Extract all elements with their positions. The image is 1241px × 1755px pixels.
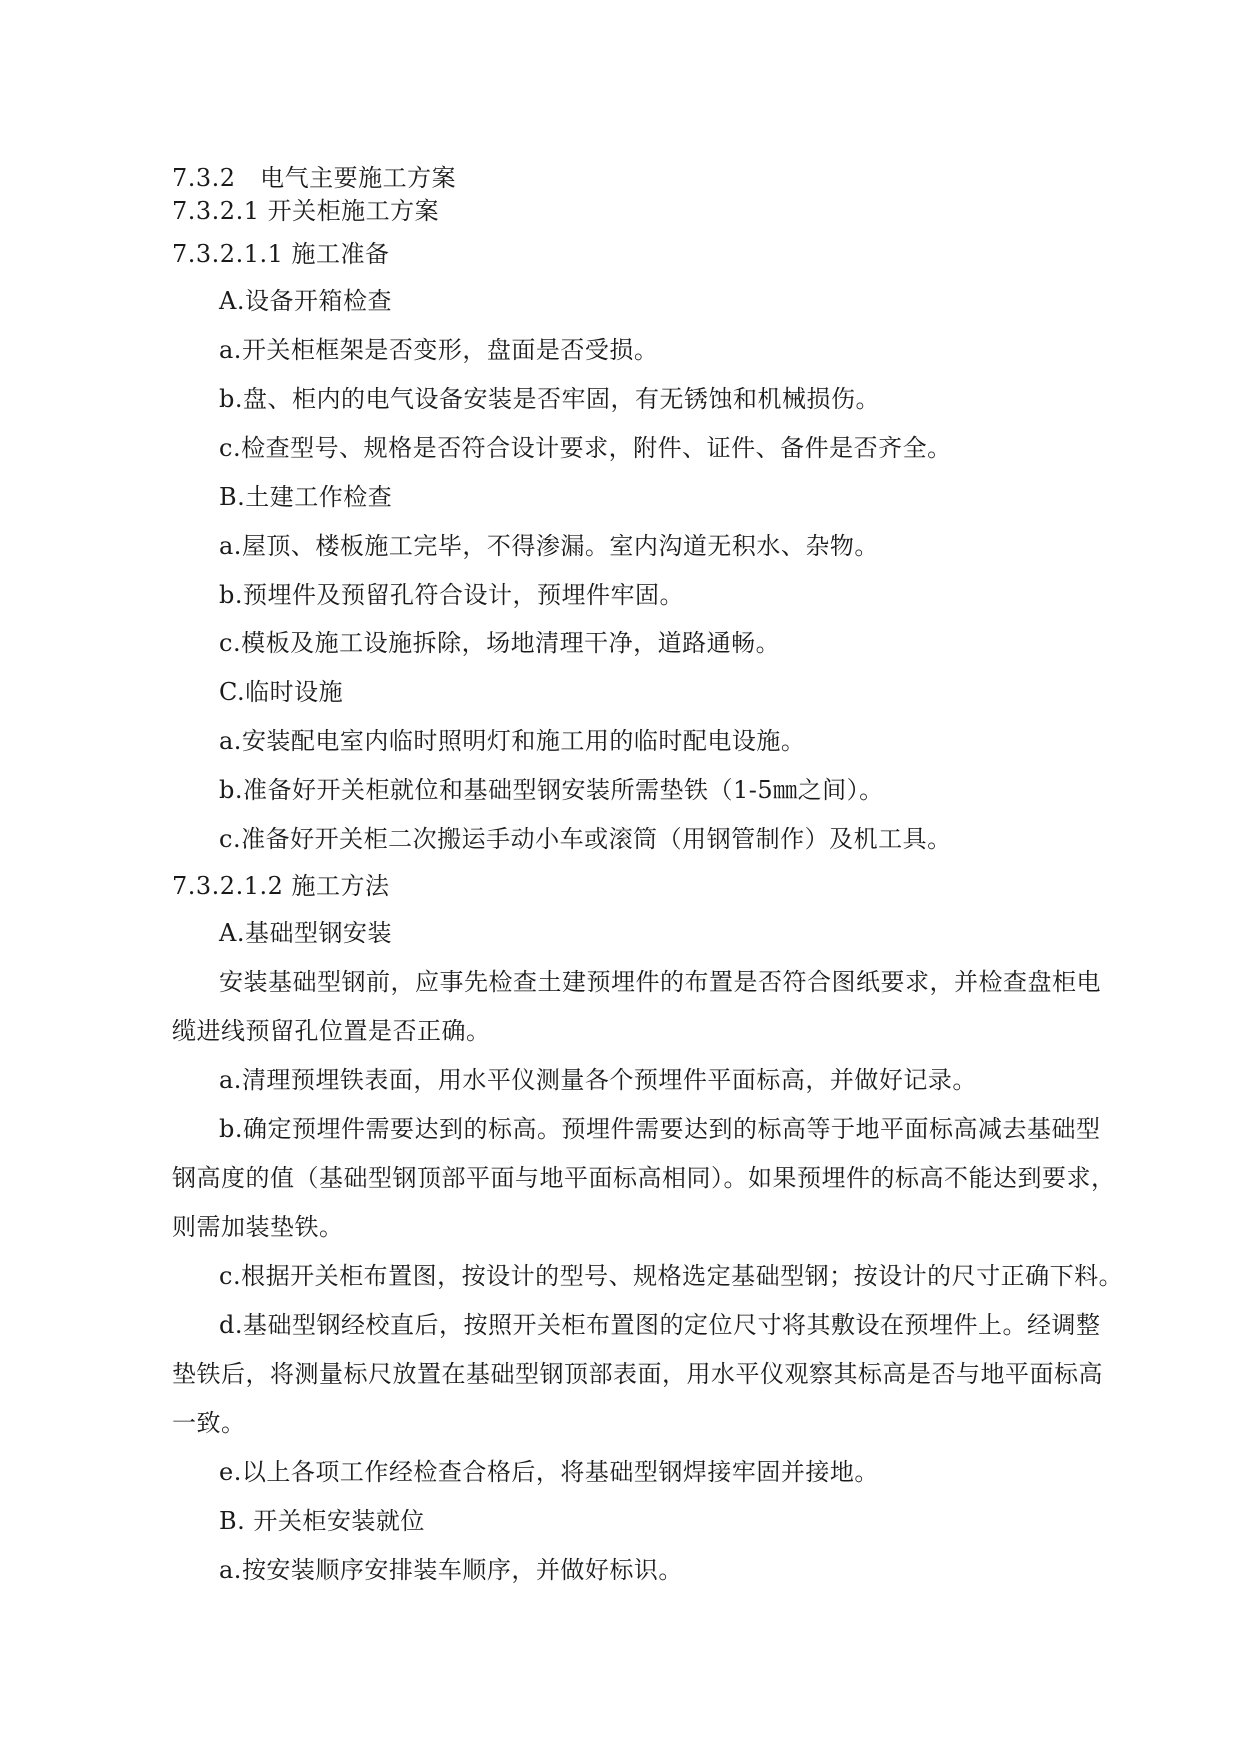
- list-item: c.根据开关柜布置图，按设计的型号、规格选定基础型钢；按设计的尺寸正确下料。: [219, 1262, 1124, 1290]
- item-heading: A.设备开箱检查: [219, 287, 392, 315]
- subsubsection-heading: 7.3.2.1.1 施工准备: [172, 240, 390, 268]
- list-item: a.开关柜框架是否变形，盘面是否受损。: [219, 336, 659, 364]
- section-heading: 7.3.2 电气主要施工方案: [172, 164, 457, 192]
- list-item: c.模板及施工设施拆除，场地清理干净，道路通畅。: [219, 629, 781, 657]
- item-heading: C.临时设施: [219, 678, 344, 706]
- paragraph-line: 钢高度的值（基础型钢顶部平面与地平面标高相同）。如果预埋件的标高不能达到要求，: [172, 1164, 1116, 1192]
- list-item: b.预埋件及预留孔符合设计，预埋件牢固。: [219, 581, 684, 609]
- list-item: b.准备好开关柜就位和基础型钢安装所需垫铁（1-5㎜之间）。: [219, 776, 884, 804]
- list-item: c.检查型号、规格是否符合设计要求，附件、证件、备件是否齐全。: [219, 434, 952, 462]
- list-item: a.按安装顺序安排装车顺序，并做好标识。: [219, 1556, 683, 1584]
- item-heading: B. 开关柜安装就位: [219, 1507, 425, 1535]
- list-item: a.屋顶、楼板施工完毕，不得渗漏。室内沟道无积水、杂物。: [219, 532, 879, 560]
- item-heading: A.基础型钢安装: [219, 919, 392, 947]
- list-item: a.安装配电室内临时照明灯和施工用的临时配电设施。: [219, 727, 806, 755]
- paragraph-line: 一致。: [172, 1409, 246, 1437]
- subsection-heading: 7.3.2.1 开关柜施工方案: [172, 197, 440, 225]
- paragraph-line: 安装基础型钢前，应事先检查土建预埋件的布置是否符合图纸要求，并检查盘柜电: [219, 968, 1101, 996]
- list-item: b.盘、柜内的电气设备安装是否牢固，有无锈蚀和机械损伤。: [219, 385, 880, 413]
- item-heading: B.土建工作检查: [219, 483, 393, 511]
- list-item: d.基础型钢经校直后，按照开关柜布置图的定位尺寸将其敷设在预埋件上。经调整: [219, 1311, 1101, 1339]
- paragraph-line: 则需加装垫铁。: [172, 1213, 344, 1241]
- paragraph-line: 垫铁后，将测量标尺放置在基础型钢顶部表面，用水平仪观察其标高是否与地平面标高: [172, 1360, 1103, 1388]
- paragraph-line: 缆进线预留孔位置是否正确。: [172, 1017, 491, 1045]
- list-item: a.清理预埋铁表面，用水平仪测量各个预埋件平面标高，并做好记录。: [219, 1066, 977, 1094]
- subsubsection-heading: 7.3.2.1.2 施工方法: [172, 872, 390, 900]
- list-item: b.确定预埋件需要达到的标高。预埋件需要达到的标高等于地平面标高减去基础型: [219, 1115, 1101, 1143]
- list-item: c.准备好开关柜二次搬运手动小车或滚筒（用钢管制作）及机工具。: [219, 825, 952, 853]
- list-item: e.以上各项工作经检查合格后，将基础型钢焊接牢固并接地。: [219, 1458, 879, 1486]
